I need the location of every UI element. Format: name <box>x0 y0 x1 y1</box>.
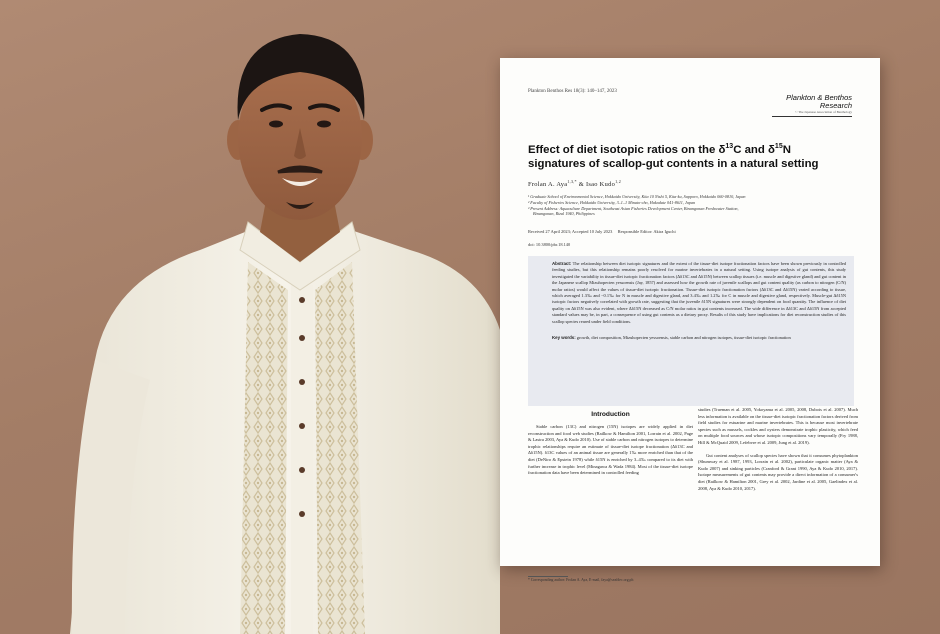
journal-article-page <box>500 58 880 582</box>
doi: doi: 10.3800/pbr.18.140 <box>528 242 571 247</box>
person <box>70 34 500 634</box>
intro-paragraph: studies (Trueman et al. 2005, Yokoyama et al. 2005, 2008, Dubois et al. 2007). Much less information is available on the tissue-diet isotopic fractionation factors derived from field studies for estuarine and marine invertebrates. This is because most invertebrate species such as mussels, cockles and oysters demonstrate trophic plasticity, which feed on multiple food sources and whose isotopic compositions vary temporally (Fry 1988, Hill & McQuaid 2009, Lefebvre et al. 2009, Jung et al. 2019). <box>698 407 858 445</box>
author-list: Frolan A. Aya$^{1,3,*}$ & Isao Kudo$^{1,2}$ <box>528 179 621 189</box>
journal-name-line2: Research <box>819 101 852 110</box>
journal-logo <box>772 94 852 117</box>
keywords-label: Key words: <box>552 335 576 341</box>
corresponding-author-footnote: * Corresponding author: Frolan A. Aya, E-mail, faya@seafdec.org.ph <box>528 578 634 582</box>
abstract-body: The relationship between diet isotopic signatures and the extent of the tissue-diet isotope fractionation factors have been shown previously in controlled feeding studies, but this relationship remains poorly resolved for marine invertebrates in a natural setting. Using isotope analysis of gut contents, this study investigated the variability in tissue-diet isotopic fractionation factors (Δδ13C and Δδ15N) between scallop tissues (i.e. muscle and digestive gland) and gut content in the Japanese scallop Mizuhopecten yessoensis (Jay, 1857) and assessed how the growth rate of juvenile scallops and gut content quality (as carbon to nitrogen (C/N) molar ratios) would affect the values of tissue-diet isotopic fractionation. Tissue-diet isotopic fractionation factors (Δδ13C and Δδ15N) varied according to tissue, which averaged 1.3‰ and −0.1‰ for N in muscle and digestive gland, and 3.4‰ and 1.2‰ for C in muscle and digestive gland, respectively. Muscle-gut Δδ15N isotopic factors negatively correlated with growth rate, suggesting that the juvenile δ15N signatures were strongly dependent on food quantity. The influence of diet quality on Δδ15N was also evident, where Δδ15N decreased as C/N molar ratios in gut contents increased. The wide difference in Δδ13C and Δδ15N from accepted standard values may be, in part, a consequence of using gut contents as a dietary proxy. Results of this study have implications for diet reconstruction studies of this scallop species reared under field conditions. <box>552 261 846 324</box>
affiliation-line: ³ Present Address: Aquaculture Department, Southeast Asian Fisheries Development Center, Binangonan Freshwater Station, <box>528 205 739 211</box>
affiliation-line: Binangonan, Rizal 1940, Philippines <box>533 211 595 217</box>
text-column-right <box>698 407 858 492</box>
abstract-label: Abstract: <box>552 261 572 266</box>
embroidery-panel-left <box>240 262 288 634</box>
intro-paragraph: Gut content analyses of scallop species have shown that it consumes phytoplankton (Shumway et al. 1987, 1993, Lorrain et al. 2002), particulate organic matter (Aya & Kudo 2007) and sinking particles (Cranford & Grant 1990, Aya & Kudo 2010, 2017). Isotope measurements of gut contents may provide a direct information of a consumer's diet (Railkow & Hamilton 2001, Grey et al. 2002, Jardine et al. 2005, Gaelindex et al. 2008, Aya & Kudo 2010, 2017). <box>698 452 858 491</box>
affiliation-line: ¹ Graduate School of Environmental Science, Hokkaido University, Kita 10 Nishi 5, Kita-ku, Sapporo, Hokkaido 060-0810, Japan <box>528 194 746 199</box>
section-heading-introduction: Introduction <box>591 411 630 418</box>
author-name: Isao Kudo <box>585 181 616 189</box>
abstract <box>552 261 846 325</box>
affiliation-line: ² Faculty of Fisheries Science, Hokkaido University, 3–1–1 Minato-cho, Hakodate 041-8611, Japan <box>528 199 696 205</box>
citation-line: Plankton Benthos Res 18(3): 140–147, 2023 <box>528 89 617 94</box>
author-name: Frolan A. Aya <box>528 181 568 189</box>
article-title: Effect of diet isotopic ratios on the $\delta^{13}C$ and $\delta^{15}N$ signatures of scallop-gut contents in a natural setting <box>528 143 819 170</box>
received-accepted-dates: Received 27 April 2023; Accepted 10 July 2023 Responsible Editor: Akira Iguchi <box>528 229 676 234</box>
keywords <box>552 335 846 341</box>
abstract-box <box>528 256 854 406</box>
affiliations <box>528 194 858 217</box>
journal-name-line1: Plankton & Benthos <box>786 93 852 102</box>
keywords-body: growth, diet composition, Mizuhopecten yessoensis, stable carbon and nitrogen isotopes, tissue-diet isotopic fractionation <box>576 335 791 341</box>
intro-paragraph: Stable carbon (13C) and nitrogen (15N) isotopes are widely applied in diet reconstruction and food web studies (Railkow & Hamilton 2001, Lorrain et al. 2002, Page & Lastra 2003, Aya & Kudo 2010). Use of stable carbon and nitrogen isotopes to determine trophic relationships require an estimate of tissue-diet isotope fractionation (Δδ13C and Δδ15N). δ13C values of an animal tissue are generally 1‰ more enriched than that of the diet (DeNiro & Epstein 1978) while δ15N is enriched by 3–4‰ compared to its diet with further increase in trophic level (Minagawa & Wada 1984). Most of the tissue-diet isotope fractionation data have been determined in controlled feeding <box>528 424 693 476</box>
footnote-divider <box>528 576 568 577</box>
text-column-left <box>528 407 693 477</box>
journal-association: © The Japanese Association of Benthology <box>795 110 852 114</box>
